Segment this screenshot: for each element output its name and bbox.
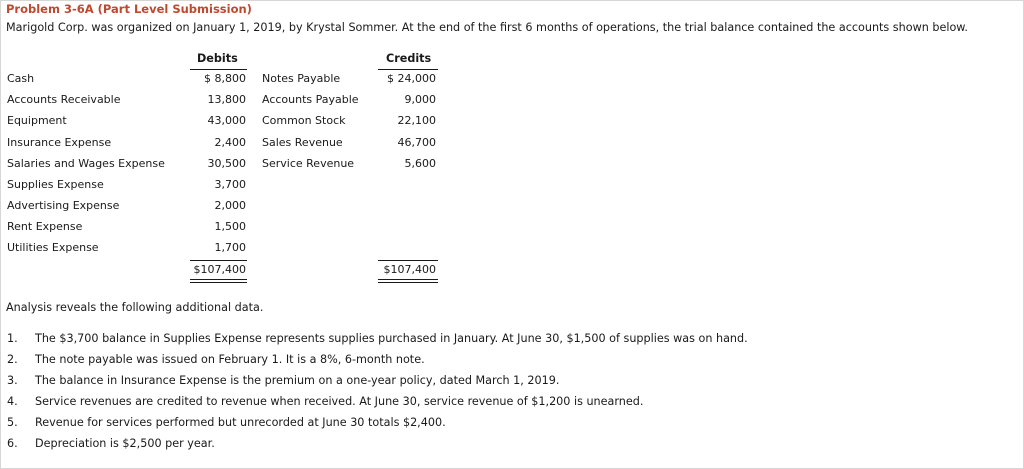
credit-account-amount: 5,600 (404, 157, 436, 170)
credit-account-name: Notes Payable (262, 72, 341, 85)
credits-total-double-rule (378, 279, 438, 283)
credit-account-amount: 46,700 (397, 136, 436, 149)
analysis-item-text: Service revenues are credited to revenue when received. At June 30, service revenue of $1,200 is unearned. (35, 395, 644, 408)
debits-header: Debits (197, 52, 238, 65)
analysis-item-text: The note payable was issued on February 1. It is a 8%, 6-month note. (35, 353, 425, 366)
credit-account-name: Accounts Payable (262, 93, 359, 106)
debit-account-amount: $ 8,800 (204, 72, 246, 85)
credit-account-name: Sales Revenue (262, 136, 343, 149)
credit-account-amount: 9,000 (404, 93, 436, 106)
debits-total-rule (190, 260, 247, 261)
debit-account-amount: 3,700 (214, 178, 246, 191)
debit-account-name: Salaries and Wages Expense (7, 157, 165, 170)
debit-account-name: Cash (7, 72, 35, 85)
debit-account-name: Advertising Expense (7, 199, 120, 212)
credits-total: $107,400 (383, 263, 436, 276)
analysis-item-number: 6. (7, 437, 18, 450)
credits-header: Credits (386, 52, 432, 65)
debit-account-amount: 30,500 (207, 157, 246, 170)
credit-account-name: Common Stock (262, 114, 346, 127)
debit-account-amount: 1,500 (214, 220, 246, 233)
analysis-item-text: Depreciation is $2,500 per year. (35, 437, 215, 450)
debit-account-name: Accounts Receivable (7, 93, 121, 106)
debit-account-amount: 2,000 (214, 199, 246, 212)
credits-header-rule (378, 69, 438, 70)
analysis-item-text: The balance in Insurance Expense is the premium on a one-year policy, dated March 1, 2019. (35, 374, 560, 387)
analysis-item-text: The $3,700 balance in Supplies Expense represents supplies purchased in January. At June 30, $1,500 of supplies was on hand. (35, 332, 748, 345)
debits-total: $107,400 (193, 263, 246, 276)
analysis-item-number: 2. (7, 353, 18, 366)
analysis-item-number: 4. (7, 395, 18, 408)
credit-account-amount: 22,100 (397, 114, 436, 127)
analysis-heading: Analysis reveals the following additional data. (6, 301, 264, 314)
debit-account-amount: 2,400 (214, 136, 246, 149)
debit-account-name: Utilities Expense (7, 241, 99, 254)
problem-intro: Marigold Corp. was organized on January 1, 2019, by Krystal Sommer. At the end of the first 6 months of operations, the trial balance contained the accounts shown below. (6, 21, 968, 34)
debit-account-name: Insurance Expense (7, 136, 112, 149)
credit-account-amount: $ 24,000 (387, 72, 436, 85)
debit-account-name: Equipment (7, 114, 67, 127)
debits-total-double-rule (190, 279, 247, 283)
debit-account-amount: 1,700 (214, 241, 246, 254)
debit-account-amount: 13,800 (207, 93, 246, 106)
analysis-item-number: 1. (7, 332, 18, 345)
debit-account-amount: 43,000 (207, 114, 246, 127)
credit-account-name: Service Revenue (262, 157, 355, 170)
debits-header-rule (190, 69, 247, 70)
debit-account-name: Supplies Expense (7, 178, 104, 191)
problem-title: Problem 3-6A (Part Level Submission) (6, 2, 252, 16)
analysis-item-text: Revenue for services performed but unrecorded at June 30 totals $2,400. (35, 416, 446, 429)
debit-account-name: Rent Expense (7, 220, 83, 233)
analysis-item-number: 3. (7, 374, 18, 387)
credits-total-rule (378, 260, 438, 261)
analysis-item-number: 5. (7, 416, 18, 429)
